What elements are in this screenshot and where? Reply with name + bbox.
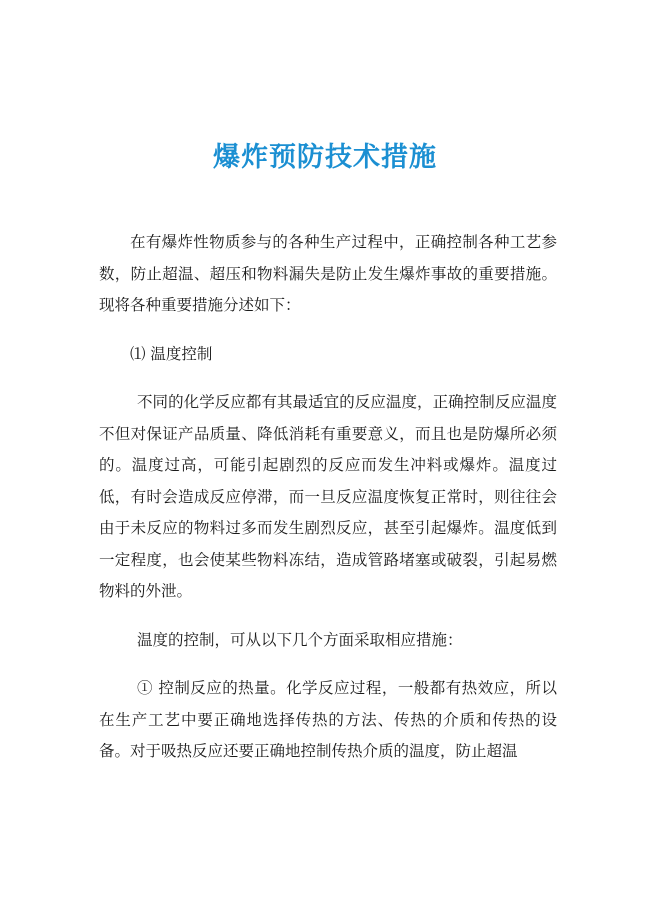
temperature-paragraph: 不同的化学反应都有其最适宜的反应温度，正确控制反应温度不但对保证产品质量、降低消耗有重要意义，而且也是防爆所必须的。温度过高，可能引起剧烈的反应而发生冲料或爆炸。温度过低，有时会造成反应停滞，而一旦反应温度恢复正常时，则往往会由于未反应的物料过多而发生剧烈反应，甚至引起爆炸。温度低到一定程度，也会使某些物料冻结，造成管路堵塞或破裂，引起易燃物料的外泄。 — [99, 393, 557, 600]
intro-paragraph: 在有爆炸性物质参与的各种生产过程中，正确控制各种工艺参数，防止超温、超压和物料漏失是防止发生爆炸事故的重要措施。现将各种重要措施分述如下： — [99, 233, 557, 314]
document-title: 爆炸预防技术措施 — [213, 142, 437, 173]
section-heading-temperature-control: ⑴ 温度控制 — [130, 344, 213, 363]
temperature-measures-intro: 温度的控制，可从以下几个方面采取相应措施： — [137, 630, 463, 649]
measure-1-paragraph: ① 控制反应的热量。化学反应过程，一般都有热效应，所以在生产工艺中要正确地选择传热的方法、传热的介质和传热的设备。对于吸热反应还要正确地控制传热介质的温度，防止超温 — [99, 679, 557, 760]
document-body — [99, 227, 557, 768]
